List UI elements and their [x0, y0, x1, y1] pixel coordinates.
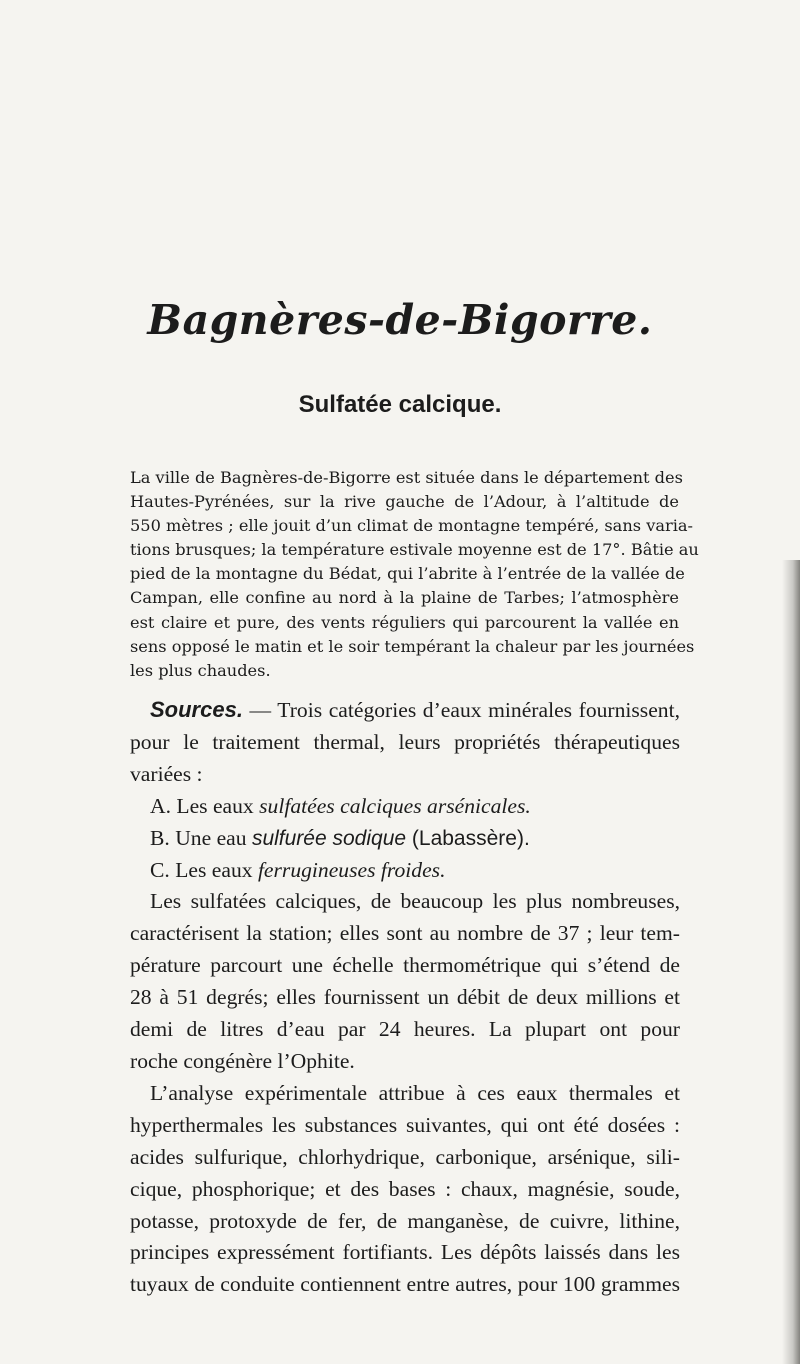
sources-heading: Sources.	[150, 697, 243, 722]
page-edge-shadow	[782, 560, 800, 1364]
paragraph-3-line: acides sulfurique, chlorhydrique, carbonique, arsénique, sili-	[130, 1144, 680, 1169]
sources-line: variées :	[130, 761, 203, 786]
intro-line: les plus chaudes.	[130, 660, 271, 680]
sources-line	[130, 694, 680, 727]
list-item-b-italic: sulfurée sodique	[251, 826, 407, 850]
intro-line: La ville de Bagnères-de-Bigorre est située dans le département des	[130, 468, 683, 487]
paragraph-2-line: pérature parcourt une échelle thermométrique qui s’étend de	[130, 953, 680, 978]
paragraph-3-line: tuyaux de conduite contiennent entre autres, pour 100 grammes	[130, 1272, 680, 1297]
intro-line: est claire et pure, des vents réguliers qui parcourent la vallée en	[130, 612, 679, 632]
list-item-c	[130, 855, 680, 887]
list-item-c-prefix: C. Les eaux	[150, 857, 258, 882]
intro-line: 550 mètres ; elle jouit d’un climat de montagne tempéré, sans varia-	[130, 516, 694, 536]
sources-text: — Trois catégories d’eaux minérales fournissent,	[249, 698, 680, 722]
paragraph-2-line: 28 à 51 degrés; elles fournissent un débit de deux millions et	[130, 985, 680, 1010]
intro-line: Hautes-Pyrénées, sur la rive gauche de l’Adour, à l’altitude de	[130, 492, 679, 512]
paragraph-3-line: principes expressément fortifiants. Les dépôts laissés dans les	[130, 1240, 680, 1265]
list-item-a	[130, 791, 680, 823]
paragraph-2-line: Les sulfatées calciques, de beaucoup les plus nombreuses,	[150, 889, 680, 914]
page-title: Bagnères-de-Bigorre.	[147, 296, 653, 344]
list-item-a-prefix: A. Les eaux	[150, 793, 260, 818]
list-item-c-italic: ferrugineuses froides.	[257, 857, 446, 882]
sources-section	[130, 694, 680, 1301]
sources-line: pour le traitement thermal, leurs propriétés thérapeutiques	[130, 729, 680, 754]
intro-line: pied de la montagne du Bédat, qui l’abrite à l’entrée de la vallée de	[130, 564, 685, 584]
paragraph-2-line: demi de litres d’eau par 24 heures. La plupart ont pour	[130, 1017, 680, 1042]
list-item-a-italic: sulfatées calciques arsénicales.	[259, 793, 531, 818]
list-item-b-prefix: B. Une eau	[150, 825, 252, 850]
paragraph-2-line: roche congénère l’Ophite.	[130, 1048, 355, 1073]
page-subtitle: Sulfatée calcique.	[298, 391, 502, 418]
intro-paragraph	[130, 466, 699, 683]
paragraph-3-line: cique, phosphorique; et des bases : chaux, magnésie, soude,	[130, 1176, 680, 1201]
paragraph-3-line: L’analyse expérimentale attribue à ces eaux thermales et	[150, 1080, 680, 1105]
paragraph-2-line: caractérisent la station; elles sont au nombre de 37 ; leur tem-	[130, 921, 680, 946]
paragraph-3-line: hyperthermales les substances suivantes, qui ont été dosées :	[130, 1112, 680, 1137]
intro-line: Campan, elle confine au nord à la plaine de Tarbes; l’atmosphère	[130, 588, 679, 608]
intro-line: tions brusques; la température estivale moyenne est de 17°. Bâtie au	[130, 540, 699, 560]
intro-line: sens opposé le matin et le soir tempérant la chaleur par les journées	[130, 636, 695, 656]
list-item-b	[130, 823, 680, 855]
list-item-b-suffix: (Labassère).	[406, 826, 530, 850]
paragraph-3-line: potasse, protoxyde de fer, de manganèse, de cuivre, lithine,	[130, 1208, 680, 1233]
